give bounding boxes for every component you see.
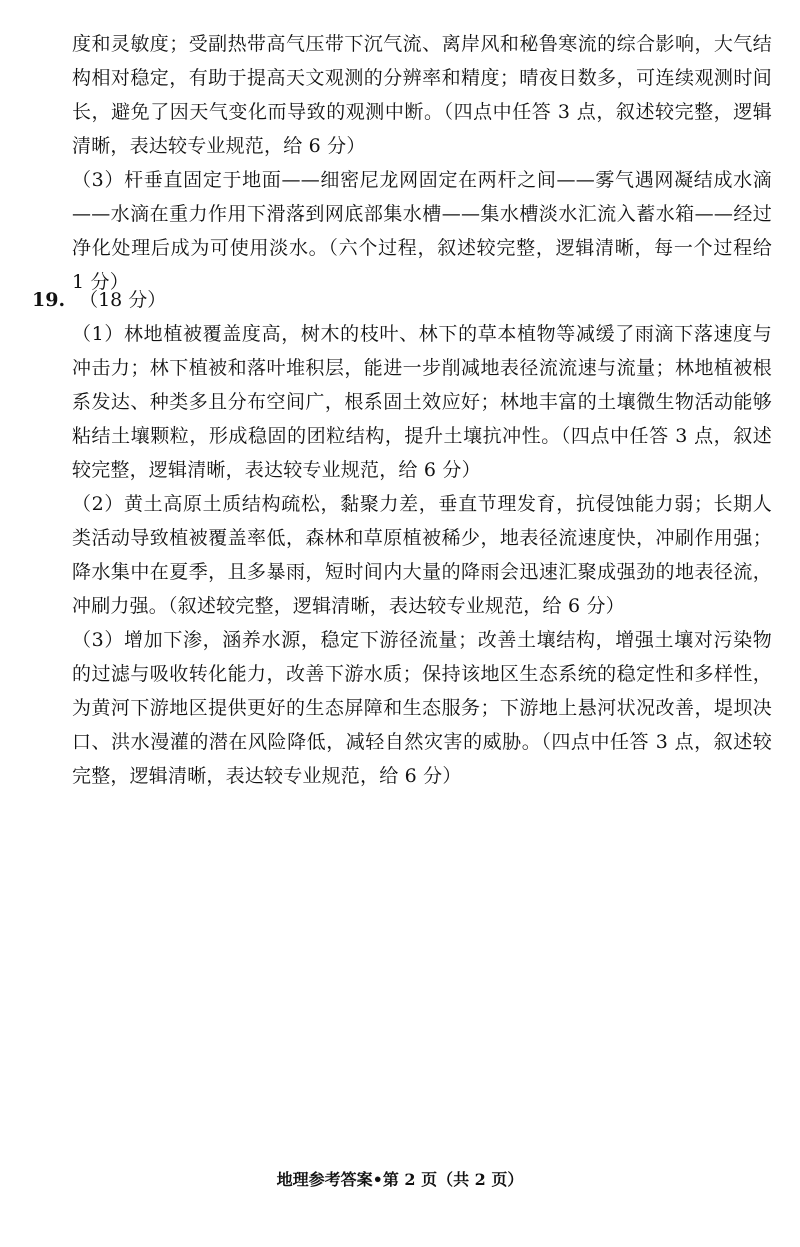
question-points: （18 分） xyxy=(79,289,167,311)
page-footer: 地理参考答案•第 2 页（共 2 页） xyxy=(276,1170,524,1189)
q19-part1-answer: （1）林地植被覆盖度高，树木的枝叶、林下的草本植物等减缓了雨滴下落速度与冲击力；林下植被和落叶堆积层，能进一步削减地表径流流速与流量；林地植被根系发达、种类多且分布空间广，根系固土效应好；林地丰富的土壤微生物活动能够粘结土壤颗粒，形成稳固的团粒结构，提升土壤抗冲性。（四点中任答 3 点，叙述较完整，逻辑清晰，表达较专业规范，给 6 分） xyxy=(72,323,772,481)
q18-part3-answer: （3）杆垂直固定于地面——细密尼龙网固定在两杆之间——雾气遇网凝结成水滴——水滴在重力作用下滑落到网底部集水槽——集水槽淡水汇流入蓄水箱——经过净化处理后成为可使用淡水。（六个过程，叙述较完整，逻辑清晰，每一个过程给 1 分） xyxy=(72,169,772,293)
question-number: 19. xyxy=(32,289,66,311)
q19-heading xyxy=(32,283,166,317)
q19-part3-answer: （3）增加下渗，涵养水源，稳定下游径流量；改善土壤结构，增强土壤对污染物的过滤与吸收转化能力，改善下游水质；保持该地区生态系统的稳定性和多样性，为黄河下游地区提供更好的生态屏障和生态服务；下游地上悬河状况改善，堤坝决口、洪水漫灌的潜在风险降低，减轻自然灾害的威胁。（四点中任答 3 点，叙述较完整，逻辑清晰，表达较专业规范，给 6 分） xyxy=(72,629,772,787)
q18-part2-continuation: 度和灵敏度；受副热带高气压带下沉气流、离岸风和秘鲁寒流的综合影响，大气结构相对稳定，有助于提高天文观测的分辨率和精度；晴夜日数多，可连续观测时间长，避免了因天气变化而导致的观测中断。（四点中任答 3 点，叙述较完整，逻辑清晰，表达较专业规范，给 6 分） xyxy=(72,33,772,157)
q19-part2-answer: （2）黄土高原土质结构疏松，黏聚力差，垂直节理发育，抗侵蚀能力弱；长期人类活动导致植被覆盖率低，森林和草原植被稀少，地表径流速度快，冲刷作用强；降水集中在夏季，且多暴雨，短时间内大量的降雨会迅速汇聚成强劲的地表径流，冲刷力强。（叙述较完整，逻辑清晰，表达较专业规范，给 6 分） xyxy=(72,493,772,617)
